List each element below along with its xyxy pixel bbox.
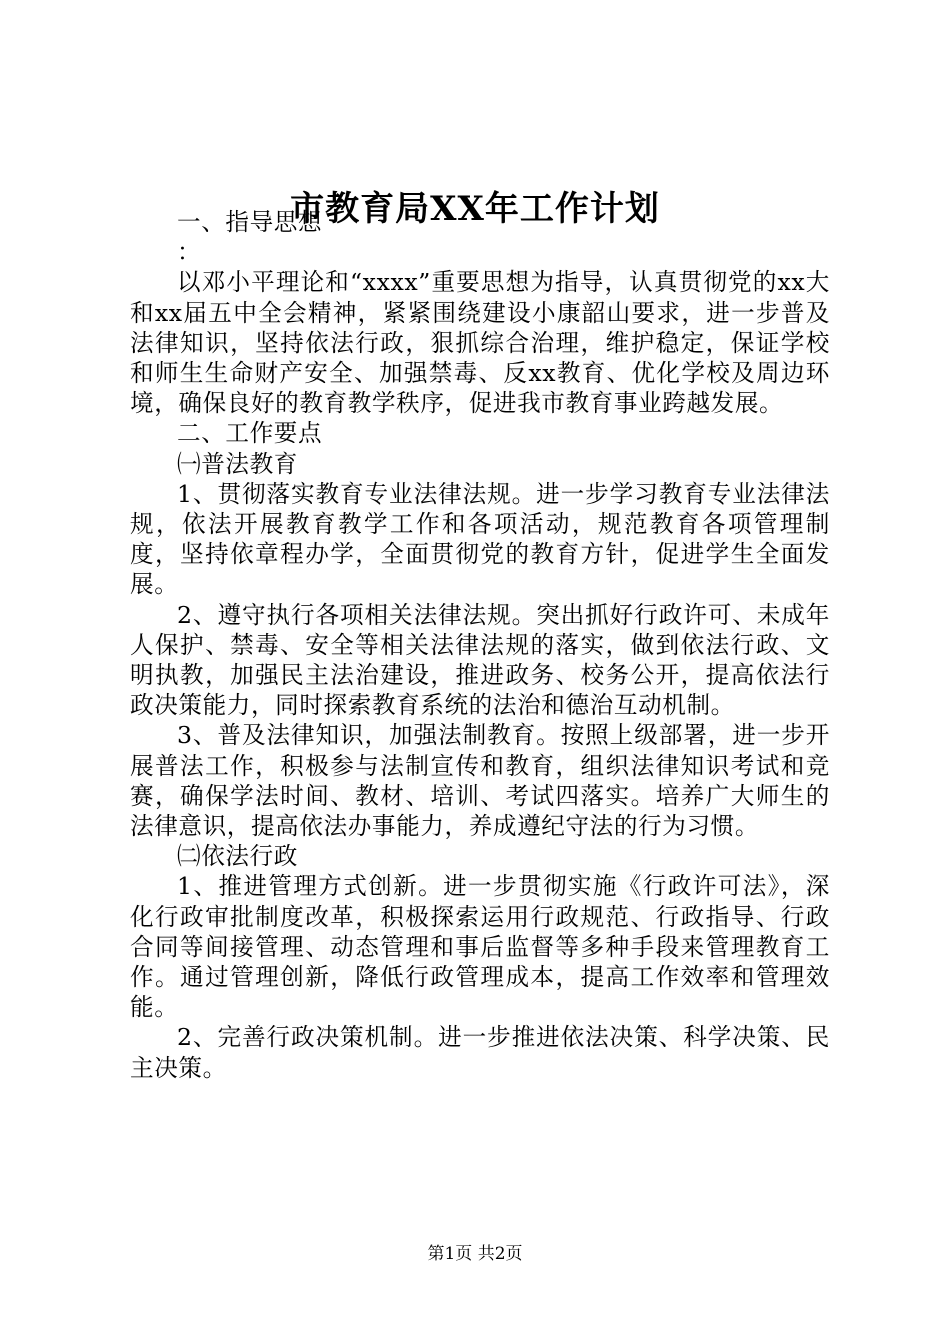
subsection-2-item-2: 2、完善行政决策机制。进一步推进依法决策、科学决策、民主决策。 (130, 1023, 830, 1082)
subsection-1-item-1: 1、贯彻落实教育专业法律法规。进一步学习教育专业法律法规，依法开展教育教学工作和各项活动，规范教育各项管理制度，坚持依章程办学，全面贯彻党的教育方针，促进学生全面发展。 (130, 479, 830, 599)
page-footer: 第1页 共2页 (427, 1244, 523, 1264)
document-body (130, 207, 830, 1083)
subsection-2-item-1: 1、推进管理方式创新。进一步贯彻实施《行政许可法》，深化行政审批制度改革，积极探索运用行政规范、行政指导、行政合同等间接管理、动态管理和事后监督等多种手段来管理教育工作。通过管理创新，降低行政管理成本，提高工作效率和管理效能。 (130, 872, 830, 1022)
section-1-paragraph: 以邓小平理论和“xxxx”重要思想为指导，认真贯彻党的xx大和xx届五中全会精神，紧紧围绕建设小康韶山要求，进一步普及法律知识，坚持依法行政，狠抓综合治理，维护稳定，保证学校和师生生命财产安全、加强禁毒、反xx教育、优化学校及周边环境，确保良好的教育教学秩序，促进我市教育事业跨越发展。 (130, 268, 830, 418)
subsection-1-item-2: 2、遵守执行各项相关法律法规。突出抓好行政许可、未成年人保护、禁毒、安全等相关法律法规的落实，做到依法行政、文明执教，加强民主法治建设，推进政务、校务公开，提高依法行政决策能力，同时探索教育系统的法治和德治互动机制。 (130, 600, 830, 720)
section-1-colon: ： (177, 238, 202, 267)
subsection-1-item-3: 3、普及法律知识，加强法制教育。按照上级部署，进一步开展普法工作，积极参与法制宣传和教育，组织法律知识考试和竞赛，确保学法时间、教材、培训、考试四落实。培养广大师生的法律意识，提高依法办事能力，养成遵纪守法的行为习惯。 (130, 721, 830, 841)
section-2-heading: 二、工作要点 (177, 419, 323, 448)
document-title: 市教育局XX年工作计划 (290, 189, 660, 229)
section-1-heading: 一、指导思想 (177, 208, 323, 236)
subsection-2-heading: ㈡依法行政 (177, 842, 298, 871)
subsection-1-heading: ㈠普法教育 (177, 449, 298, 478)
